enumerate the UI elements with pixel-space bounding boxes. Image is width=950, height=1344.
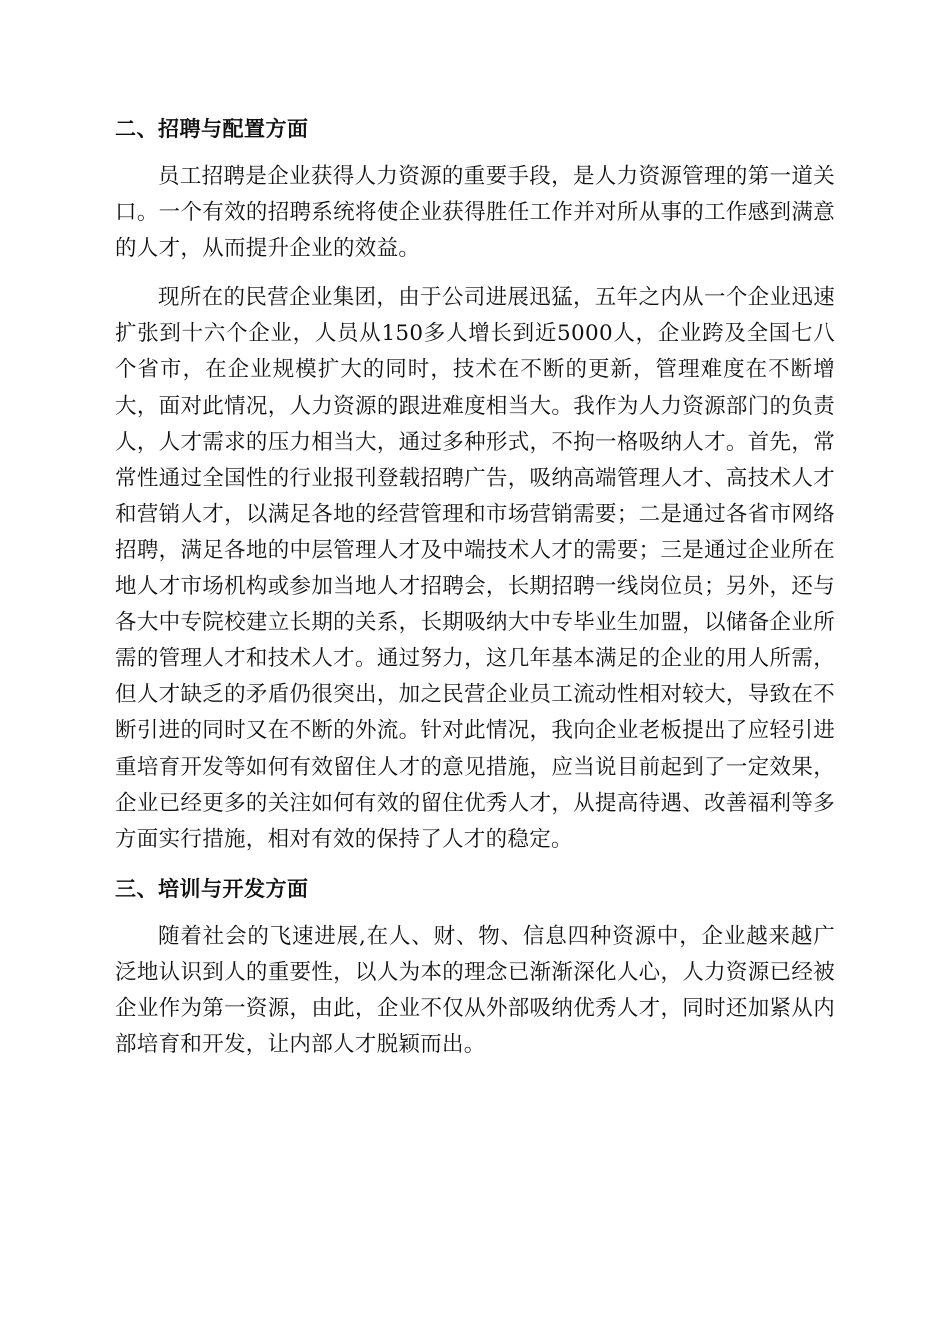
paragraph-recruitment-detail: 现所在的民营企业集团，由于公司进展迅猛，五年之内从一个企业迅速扩张到十六个企业，人员从150多人增长到近5000人，企业跨及全国七八个省市，在企业规模扩大的同时，技术在不断的更新，管理难度在不断增大，面对此情况，人力资源的跟进难度相当大。我作为人力资源部门的负责人，人才需求的压力相当大，通过多种形式，不拘一格吸纳人才。首先，常常性通过全国性的行业报刊登载招聘广告，吸纳高端管理人才、高技术人才和营销人才，以满足各地的经营管理和市场营销需要；二是通过各省市网络招聘，满足各地的中层管理人才及中端技术人才的需要；三是通过企业所在地人才市场机构或参加当地人才招聘会，长期招聘一线岗位员；另外，还与各大中专院校建立长期的关系，长期吸纳大中专毕业生加盟，以储备企业所需的管理人才和技术人才。通过努力，这几年基本满足的企业的用人所需，但人才缺乏的矛盾仍很突出，加之民营企业员工流动性相对较大，导致在不断引进的同时又在不断的外流。针对此情况，我向企业老板提出了应轻引进重培育开发等如何有效留住人才的意见措施，应当说目前起到了一定效果，企业已经更多的关注如何有效的留住优秀人才，从提高待遇、改善福利等多方面实行措施，相对有效的保持了人才的稳定。 xyxy=(115,285,835,852)
paragraph-recruitment-intro: 员工招聘是企业获得人力资源的重要手段，是人力资源管理的第一道关口。一个有效的招聘系统将使企业获得胜任工作并对所从事的工作感到满意的人才，从而提升企业的效益。 xyxy=(115,164,835,262)
document-body xyxy=(115,111,835,1063)
section-heading-recruitment: 二、招聘与配置方面 xyxy=(115,117,309,141)
paragraph-training-intro: 随着社会的飞速进展,在人、财、物、信息四种资源中，企业越来越广泛地认识到人的重要性，以人为本的理念已渐渐深化人心，人力资源已经被企业作为第一资源，由此，企业不仅从外部吸纳优秀人才，同时还加紧从内部培育和开发，让内部人才脱颖而出。 xyxy=(115,923,835,1058)
section-heading-training: 三、培训与开发方面 xyxy=(115,876,309,901)
